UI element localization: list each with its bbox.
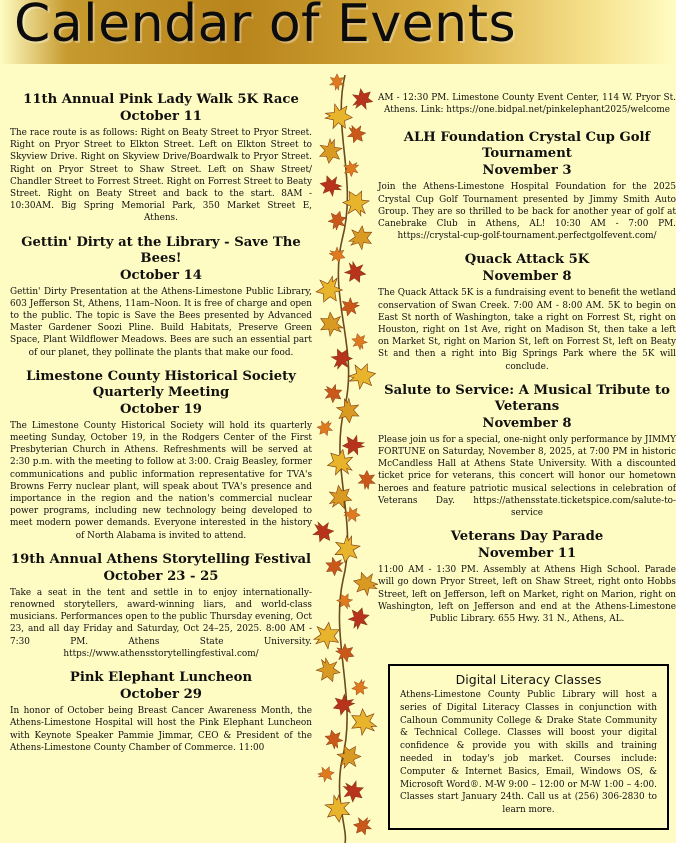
- leaf-icon: [349, 677, 370, 698]
- event-description: Gettin' Dirty Presentation at the Athens-Limestone Public Library, 603 Jefferson St, Athens, 11am–Noon. It is free of charge and open to the public. The topic is Save the Bees presented by Advanced Master Gardener Soozi Pline. Build Habitats, Preserve Green Space, Plant Wildflower Meadows. Bees are such an essential part of our planet, they pollinate the plants that make our food.: [10, 286, 312, 358]
- event-title: 19th Annual Athens Storytelling Festival: [10, 551, 312, 567]
- event-gettin-dirty: [10, 235, 312, 359]
- event-description: Please join us for a special, one-night only performance by JIMMY FORTUNE on Saturday, November 8, 2025, at 7:00 PM in historic McCandless Hall at Athens State University. With a discounted ticket price for veterans, this concert will honor our hometown heroes and feature patriotic musical selections in celebration of Veterans Day. https://athensstate.ticketspice.com/salute-to-service: [378, 434, 676, 519]
- leaf-icon: [346, 705, 378, 740]
- event-salute-to-service: [378, 383, 676, 519]
- leaf-icon: [350, 813, 376, 839]
- event-historical-society: [10, 369, 312, 542]
- event-date: October 14: [120, 267, 202, 283]
- event-date: October 29: [120, 687, 202, 703]
- event-description: 11:00 AM - 1:30 PM. Assembly at Athens High School. Parade will go down Pryor Street, left on Shaw Street, right onto Hobbs Street, left on Jefferson, left on Market, right on Marion, right on Washington, left on Jefferson and end at the Athens-Limestone Public Library. 655 Hwy. 31 N., Athens, AL.: [378, 565, 676, 625]
- leaf-icon: [324, 103, 353, 129]
- right-column: [378, 92, 676, 625]
- left-column: [10, 92, 312, 754]
- leaf-icon: [327, 245, 348, 265]
- leaf-icon: [313, 655, 343, 686]
- event-storytelling-festival: [10, 552, 312, 660]
- event-date: November 8: [482, 269, 572, 285]
- leaf-icon: [333, 641, 357, 664]
- event-pink-lady-walk: [10, 92, 312, 225]
- leaf-icon: [312, 517, 338, 546]
- leaf-icon: [324, 481, 357, 514]
- event-description: In honor of October being Breast Cancer Awareness Month, the Athens-Limestone Hospital will host the Pink Elephant Luncheon with Keynote Speaker Pammie Jimmar, CEO & President of the Athens-Limestone County Chamber of Commerce. 11:00: [10, 706, 312, 753]
- page-title: Calendar of Events: [14, 0, 517, 54]
- event-date: November 8: [482, 415, 572, 431]
- autumn-leaf-vine-icon: [312, 70, 378, 843]
- leaf-icon: [324, 794, 351, 823]
- event-quack-attack: [378, 252, 676, 372]
- leaf-icon: [346, 605, 371, 632]
- leaf-icon: [344, 121, 370, 147]
- event-title: Gettin' Dirty at the Library - Save The Bees!: [21, 234, 301, 266]
- event-date: October 11: [120, 109, 202, 124]
- leaf-icon: [328, 344, 356, 373]
- event-title: Limestone County Historical Society Quarterly Meeting: [26, 368, 296, 400]
- event-description: The Quack Attack 5K is a fundraising event to benefit the wetland conservation of Swan Creek. 7:00 AM - 8:00 AM. 5K to begin on East St north of Washington, take a right on Forrest St, right on Houston, right on 1st Ave, right on Madison St, then take a left on Market St, right on Marion St, left on Forrest St, left on Beaty St and then a right into Big Springs Park where the 5K will conclude.: [378, 288, 676, 372]
- digital-literacy-description: Athens-Limestone County Public Library will host a series of Digital Literacy Classes in conjunction with Calhoun Community College & Drake State Community & Technical College. Classes will boost your digital confidence & provide you with skills and training needed in today's job market. Courses include: Computer & Internet Basics, Email, Windows OS, & Microsoft Word®. M-W 9:00 – 12:00 or M-W 1:00 – 4:00. Classes start January 24th. Call us at (256) 306-2830 to learn more.: [400, 690, 657, 816]
- event-title: Pink Elephant Luncheon: [69, 670, 253, 686]
- leaf-icon: [334, 590, 355, 612]
- digital-literacy-title: Digital Literacy Classes: [455, 672, 602, 687]
- event-title: 11th Annual Pink Lady Walk 5K Race: [23, 92, 299, 107]
- leaf-icon: [347, 361, 378, 390]
- event-title: Quack Attack 5K: [464, 252, 590, 268]
- leaf-icon: [314, 417, 336, 439]
- event-date: October 19: [120, 401, 202, 417]
- event-date: November 11: [477, 546, 577, 562]
- event-date: October 23 - 25: [103, 568, 219, 584]
- leaf-icon: [318, 138, 343, 165]
- leaf-icon: [318, 174, 343, 198]
- leaf-icon: [348, 85, 377, 114]
- leaf-icon: [342, 435, 365, 456]
- leaf-icon: [336, 397, 361, 424]
- event-description: The race route is as follows: Right on Beaty Street to Pryor Street. Right on Pryor Street to Elkton Street. Left on Elkton Street to Skyview Drive. Right on Skyview Drive/Boardwalk to Pryor Street. Right on Pryor Street to Shaw Street. Left on Shaw Street/ Chandler Street to Forrest Street. Right on Forrest Street to Beaty Street. Right on Beaty Street and back to the start. 8AM - 10:30AM. Big Spring Memorial Park, 350 Market Street E, Athens.: [10, 128, 312, 224]
- leaf-icon: [351, 570, 378, 597]
- event-description: Join the Athens-Limestone Hospital Foundation for the 2025 Crystal Cup Golf Tournament presented by Jimmy Smith Auto Group. They are so thrilled to be back for another year of golf at Canebrake Club in Athens, AL! 10:30 AM - 7:00 PM. https://crystal-cup-golf-tournament.perfectgolfevent.com/: [378, 182, 676, 242]
- header-banner: [0, 0, 676, 64]
- event-description: Take a seat in the tent and settle in to enjoy internationally-renowned storytellers, award-winning liars, and world-class musicians. Performances open to the public Thursday evening, Oct 23, and all day Friday and Saturday, Oct 24–25, 2025. 8:00 AM - 7:30 PM. Athens State University. https://www.athensstorytellingfestival.com/: [10, 587, 312, 659]
- event-pink-elephant-luncheon: [10, 670, 312, 754]
- leaf-icon: [339, 185, 374, 221]
- event-veterans-day-parade: [378, 529, 676, 625]
- leaf-icon: [342, 258, 369, 286]
- event-title: ALH Foundation Crystal Cup Golf Tournament: [403, 130, 651, 162]
- leaf-icon: [333, 534, 362, 565]
- leaf-icon: [345, 222, 377, 253]
- event-crystal-cup: [378, 130, 676, 242]
- event-title: Salute to Service: A Musical Tribute to Veterans: [384, 382, 670, 414]
- leaf-icon: [320, 381, 346, 406]
- leaf-icon: [350, 332, 369, 352]
- leaf-icon: [339, 777, 368, 806]
- leaf-icon: [317, 765, 336, 783]
- digital-literacy-box: [388, 664, 669, 830]
- leaf-icon: [323, 728, 345, 751]
- event-title: Veterans Day Parade: [450, 529, 604, 545]
- leaf-icon: [340, 158, 362, 180]
- event-date: November 3: [482, 163, 572, 179]
- leaf-icon: [333, 740, 365, 773]
- event-continuation: AM - 12:30 PM. Limestone County Event Center, 114 W. Pryor St. Athens. Link: https://one.bidpal.net/pinkelephant2025/welcome: [378, 93, 676, 116]
- event-description: The Limestone County Historical Society will hold its quarterly meeting Sunday, October 19, in the Rodgers Center of the First Presbyterian Church in Athens. Refreshments will be served at 2:30 p.m. with the meeting to follow at 3:00. Craig Beasley, former communications and public information representative for TVA's Browns Ferry nuclear plant, will speak about TVA's presence and importance in the region and the nation's commercial nuclear power programs, including new technology being developed to meet modern power demands. Everyone interested in the history of North Alabama is invited to attend.: [10, 420, 312, 541]
- leaf-icon: [330, 692, 357, 718]
- leaf-icon: [358, 470, 376, 489]
